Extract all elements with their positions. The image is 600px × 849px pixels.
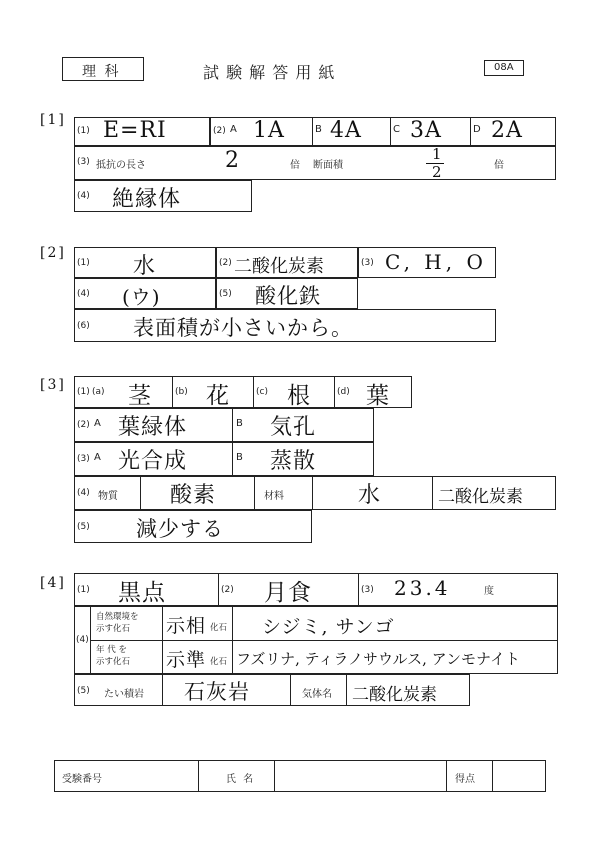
s1-q2-C: C — [393, 124, 400, 135]
section-2-label: [2] — [40, 245, 66, 261]
s1-q1-num: (1) — [77, 126, 90, 136]
s3-q3-divider — [232, 442, 233, 476]
s4-q2-answer[interactable]: 月食 — [264, 580, 312, 606]
page-title: 試 験 解 答 用 紙 — [203, 63, 336, 82]
s3-q1-cell — [74, 376, 412, 408]
s1-q2-D-answer[interactable]: 2A — [491, 118, 523, 143]
s2-q4-answer[interactable]: (ウ) — [122, 285, 161, 309]
s1-q3-label-length: 抵抗の長さ — [96, 160, 146, 171]
score-field[interactable] — [494, 762, 544, 790]
s4-q4-row2-answer[interactable]: フズリナ, ティラノサウルス, アンモナイト — [236, 650, 520, 668]
s1-q2-B-answer[interactable]: 4A — [330, 118, 362, 143]
s1-q3-unit-2: 倍 — [494, 160, 504, 171]
s1-q2-divider-b — [312, 117, 313, 146]
s3-q1-c-answer[interactable]: 根 — [287, 383, 311, 409]
s2-q2-num: (2) — [219, 258, 232, 268]
s3-q1-d-answer[interactable]: 葉 — [366, 383, 390, 409]
s3-q3-B: B — [236, 452, 243, 463]
s3-q2-A-answer[interactable]: 葉緑体 — [118, 415, 188, 440]
s4-q4-row2-label-a: 年 代 を — [96, 645, 127, 655]
s4-q4-row1-type-suffix: 化石 — [210, 623, 228, 633]
s4-q4-row1-answer[interactable]: シジミ, サンゴ — [262, 616, 395, 638]
s1-q2-divider-c — [390, 117, 391, 146]
s4-q5-answer-rock[interactable]: 石灰岩 — [184, 680, 250, 704]
s1-q2-D: D — [473, 124, 481, 135]
s1-q2-C-answer[interactable]: 3A — [410, 118, 442, 143]
subject-label: 理 科 — [82, 64, 121, 80]
s2-q6-answer[interactable]: 表面積が小さいから。 — [133, 316, 353, 340]
s3-q4-divider-1 — [140, 476, 141, 510]
s3-q3-A-answer[interactable]: 光合成 — [118, 449, 188, 474]
s3-q2-A: A — [94, 418, 101, 429]
s3-q5-num: (5) — [77, 522, 90, 532]
s1-q3-answer-length[interactable]: 2 — [225, 148, 240, 173]
s3-q4-answer-material-1[interactable]: 水 — [358, 483, 382, 508]
s4-q5-label-rock: たい積岩 — [104, 689, 144, 700]
s4-q4-row1-label-a: 自然環境を — [96, 612, 139, 622]
s1-q3-unit-1: 倍 — [290, 160, 300, 171]
s4-q4-row1-label-b: 示す化石 — [96, 624, 131, 634]
s3-q2-num: (2) — [77, 420, 90, 430]
s3-q1-divider-b — [172, 376, 173, 408]
s3-q4-label-material: 材料 — [264, 491, 284, 502]
s3-q1-b-answer[interactable]: 花 — [206, 383, 230, 409]
s3-q4-divider-3 — [312, 476, 313, 510]
section-4-label: [4] — [40, 575, 66, 591]
s4-q4-num-divider — [90, 606, 91, 674]
s3-q1-d: (d) — [337, 387, 350, 397]
s3-q2-divider — [232, 408, 233, 442]
footer-divider-3 — [446, 760, 447, 792]
s4-q5-divider-2 — [290, 674, 291, 706]
s3-q3-A: A — [94, 452, 101, 463]
s2-q3-answer[interactable]: C, H, O — [385, 250, 487, 274]
s2-q6-num: (6) — [77, 321, 90, 331]
s4-q4-row2-label-b: 示す化石 — [96, 657, 131, 667]
s4-q3-unit: 度 — [484, 586, 494, 597]
s4-q3-num: (3) — [361, 585, 374, 595]
s2-q4-num: (4) — [77, 289, 90, 299]
s1-q4-num: (4) — [77, 191, 90, 201]
s3-q1-b: (b) — [175, 387, 188, 397]
s4-q1-num: (1) — [77, 585, 90, 595]
s4-q2-divider — [358, 573, 359, 606]
s4-q1-answer[interactable]: 黒点 — [118, 580, 166, 606]
s4-q5-divider-3 — [346, 674, 347, 706]
s4-q5-divider-1 — [162, 674, 163, 706]
s1-q3-answer-area-numerator[interactable]: 1 — [432, 145, 443, 163]
s3-q1-divider-c — [253, 376, 254, 408]
s4-q4-row-divider — [90, 640, 558, 641]
s3-q1-c: (c) — [256, 387, 268, 397]
s3-q4-label-substance: 物質 — [98, 491, 118, 502]
s2-q5-num: (5) — [219, 289, 232, 299]
s1-q3-label-area: 断面積 — [313, 160, 343, 171]
s3-q1-divider-d — [334, 376, 335, 408]
s4-q2-num: (2) — [221, 585, 234, 595]
s1-q3-num: (3) — [77, 157, 90, 167]
s3-q1-a: (a) — [92, 387, 105, 397]
name-label: 氏 名 — [226, 774, 256, 785]
exam-number-field[interactable] — [118, 762, 196, 790]
footer-divider-2 — [274, 760, 275, 792]
s3-q2-B-answer[interactable]: 気孔 — [270, 415, 317, 440]
s3-q1-a-answer[interactable]: 茎 — [128, 383, 152, 409]
s1-q2-A-answer[interactable]: 1A — [253, 118, 285, 143]
s3-q4-divider-2 — [254, 476, 255, 510]
s3-q4-num: (4) — [77, 488, 90, 498]
s1-q2-A: A — [230, 124, 237, 135]
s1-q2-divider-d — [470, 117, 471, 146]
s2-q2-answer[interactable]: 二酸化炭素 — [234, 256, 324, 277]
exam-number-label: 受験番号 — [62, 774, 102, 785]
s4-q3-answer[interactable]: 23.4 — [394, 576, 451, 600]
s3-q4-answer-substance[interactable]: 酸素 — [170, 483, 217, 508]
s4-q4-type-divider — [232, 606, 233, 674]
score-label: 得点 — [455, 774, 475, 785]
s3-q5-answer[interactable]: 減少する — [136, 517, 224, 541]
s3-q2-B: B — [236, 418, 243, 429]
s4-q5-label-gas: 気体名 — [302, 689, 332, 700]
section-1-label: [1] — [40, 112, 66, 128]
s4-q4-row2-type[interactable]: 示準 — [166, 649, 207, 671]
s1-q1-answer[interactable]: E=RI — [103, 118, 167, 143]
section-3-label: [3] — [40, 377, 66, 393]
s3-q3-num: (3) — [77, 454, 90, 464]
name-field[interactable] — [276, 762, 444, 790]
s4-q4-row1-type[interactable]: 示相 — [166, 615, 207, 637]
s2-q5-answer[interactable]: 酸化鉄 — [255, 284, 321, 308]
s4-q4-label-divider — [162, 606, 163, 674]
s3-q3-B-answer[interactable]: 蒸散 — [270, 449, 317, 474]
s4-q4-num: (4) — [76, 635, 89, 645]
s3-q4-divider-4 — [432, 476, 433, 510]
s2-q1-answer[interactable]: 水 — [133, 254, 157, 279]
s3-q4-answer-material-2[interactable]: 二酸化炭素 — [438, 487, 523, 507]
s3-q1-num: (1) — [77, 387, 90, 397]
s2-q3-num: (3) — [361, 258, 374, 268]
s4-q1-divider — [218, 573, 219, 606]
s1-q2-num: (2) — [213, 126, 226, 136]
form-code: 08A — [494, 62, 514, 73]
s4-q5-answer-gas[interactable]: 二酸化炭素 — [352, 685, 437, 705]
s1-q3-answer-area-denominator[interactable]: 2 — [432, 163, 443, 181]
s4-q4-row2-type-suffix: 化石 — [210, 657, 228, 667]
s4-q5-num: (5) — [77, 686, 90, 696]
s1-q2-B: B — [315, 124, 322, 135]
s1-q4-answer[interactable]: 絶縁体 — [112, 187, 182, 212]
s2-q1-num: (1) — [77, 258, 90, 268]
footer-divider-1 — [198, 760, 199, 792]
footer-divider-4 — [492, 760, 493, 792]
